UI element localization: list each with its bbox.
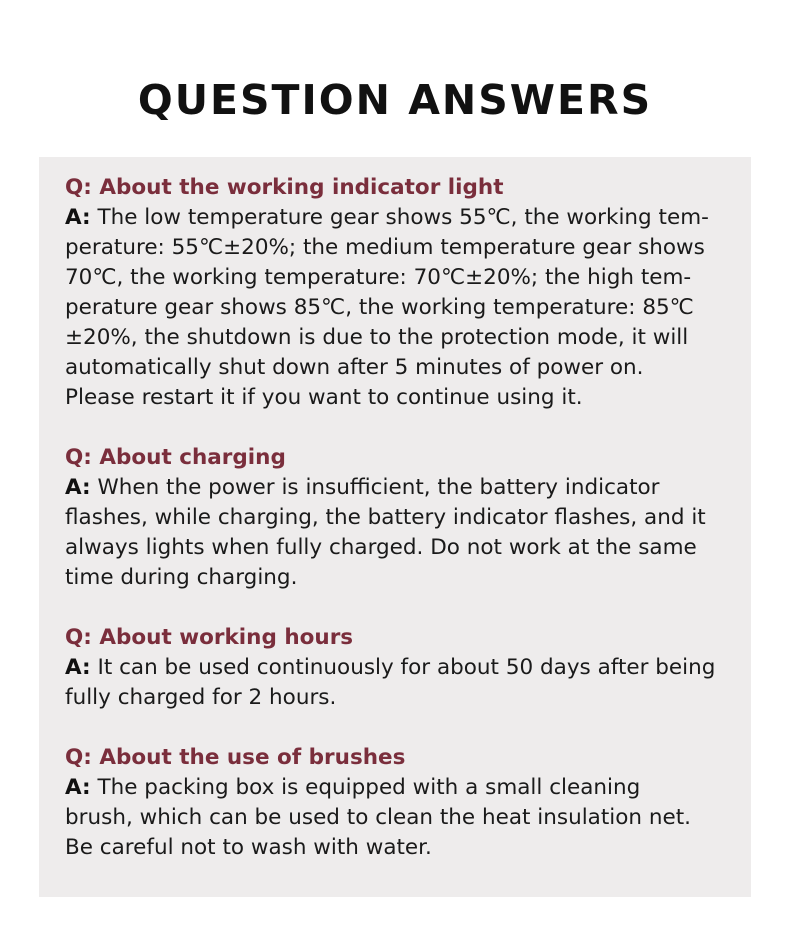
faq-question: Q: About the working indicator light [65, 175, 504, 200]
answer-prefix: A: [65, 655, 91, 680]
answer-prefix: A: [65, 205, 91, 230]
faq-question: Q: About charging [65, 445, 286, 470]
answer-prefix: A: [65, 475, 91, 500]
faq-question: Q: About working hours [65, 625, 354, 650]
faq-answer-line: time during charging. [65, 565, 298, 590]
faq-answer-line: perature: 55℃±20%; the medium temperature gear shows [65, 235, 705, 260]
faq-panel [39, 157, 751, 897]
faq-item-charging [65, 443, 737, 593]
faq-answer-line: fully charged for 2 hours. [65, 685, 337, 710]
faq-answer-line: Be careful not to wash with water. [65, 835, 432, 860]
faq-answer [65, 773, 737, 863]
faq-answer-line: always lights when fully charged. Do not work at the same [65, 535, 697, 560]
faq-item-working-hours [65, 623, 737, 713]
faq-answer-line: perature gear shows 85℃, the working temperature: 85℃ [65, 295, 694, 320]
faq-answer-line [65, 473, 737, 503]
faq-answer-line: 70℃, the working temperature: 70℃±20%; the high tem- [65, 265, 692, 290]
faq-item-indicator-light [65, 173, 737, 413]
answer-text: The low temperature gear shows 55℃, the working tem- [90, 205, 709, 230]
faq-answer [65, 473, 737, 593]
faq-answer-line: Please restart it if you want to continue using it. [65, 385, 583, 410]
page-title: QUESTION ANSWERS [137, 76, 653, 124]
faq-answer [65, 203, 737, 413]
answer-prefix: A: [65, 775, 91, 800]
faq-answer-line: ±20%, the shutdown is due to the protection mode, it will [65, 325, 689, 350]
faq-answer-line: flashes, while charging, the battery indicator flashes, and it [65, 505, 706, 530]
faq-question: Q: About the use of brushes [65, 745, 406, 770]
faq-answer [65, 653, 737, 713]
answer-text: When the power is insufficient, the battery indicator [90, 475, 660, 500]
faq-item-brushes [65, 743, 737, 863]
faq-answer-line [65, 773, 737, 803]
faq-answer-line [65, 203, 737, 233]
answer-text: The packing box is equipped with a small cleaning [90, 775, 641, 800]
faq-answer-line [65, 653, 737, 683]
faq-answer-line: brush, which can be used to clean the heat insulation net. [65, 805, 691, 830]
answer-text: It can be used continuously for about 50 days after being [90, 655, 716, 680]
faq-answer-line: automatically shut down after 5 minutes of power on. [65, 355, 644, 380]
